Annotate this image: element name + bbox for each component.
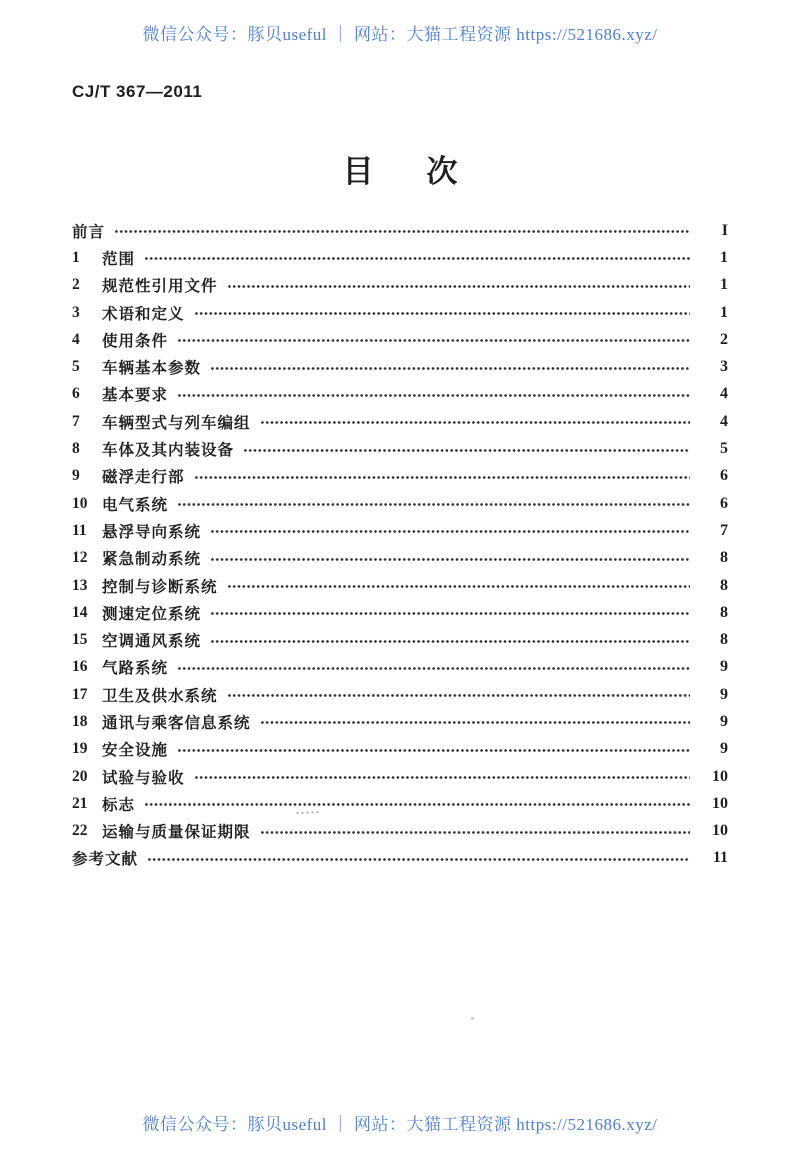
dot-leader <box>260 715 690 730</box>
page-title: 目次 <box>342 154 511 189</box>
toc-entry <box>72 626 728 653</box>
toc-entry <box>72 654 728 681</box>
toc-entry-number: 21 <box>72 794 88 812</box>
toc-entry-page: 8 <box>720 576 728 594</box>
toc-entry <box>72 545 728 572</box>
toc-entry-number: 9 <box>72 467 80 485</box>
toc-entry <box>72 708 728 735</box>
toc-entry-page: 8 <box>720 603 728 621</box>
dot-leader <box>177 333 690 348</box>
toc-entry-page: 1 <box>720 303 728 321</box>
dot-leader <box>210 634 690 649</box>
toc-entry-label: 控制与诊断系统 <box>102 578 218 596</box>
toc-entry-page: 4 <box>720 412 728 430</box>
toc-entry <box>72 272 728 299</box>
toc-entry-number: 1 <box>72 248 80 266</box>
toc-entry-page: 10 <box>712 822 728 840</box>
toc-entry <box>72 736 728 763</box>
toc-entry <box>72 599 728 626</box>
toc-entry-page: 9 <box>720 740 728 758</box>
toc-entry-page: 3 <box>720 358 728 376</box>
toc-entry-page: 8 <box>720 549 728 567</box>
dot-leader <box>194 470 690 485</box>
toc-entry <box>72 818 728 845</box>
dot-leader <box>210 606 690 621</box>
dot-leader <box>177 743 690 758</box>
dot-leader <box>194 770 690 785</box>
toc-entry <box>72 763 728 790</box>
toc-entry-number: 7 <box>72 412 80 430</box>
toc-entry-page: 2 <box>720 330 728 348</box>
toc-entry-page: 6 <box>720 467 728 485</box>
toc-entry-label: 磁浮走行部 <box>102 469 185 487</box>
toc-entry <box>72 353 728 380</box>
toc-entry-number: 4 <box>72 330 80 348</box>
toc-entry-number: 3 <box>72 303 80 321</box>
toc-entry-number: 11 <box>72 521 87 539</box>
dot-leader <box>177 661 690 676</box>
toc-entry <box>72 244 728 271</box>
toc-list <box>72 217 728 872</box>
toc-entry-label: 悬浮导向系统 <box>102 523 202 541</box>
toc-entry-label: 空调通风系统 <box>102 633 202 651</box>
toc-entry <box>72 435 728 462</box>
watermark-bottom: 微信公众号：豚贝useful ｜ 网站：大猫工程资源 https://521686.xyz/ <box>142 1115 658 1134</box>
dot-leader <box>210 524 690 539</box>
toc-entry-page: 1 <box>720 248 728 266</box>
toc-entry <box>72 490 728 517</box>
toc-entry-label: 安全设施 <box>102 742 169 760</box>
toc-entry-page: 9 <box>720 685 728 703</box>
watermark-top: 微信公众号：豚贝useful ｜ 网站：大猫工程资源 https://521686.xyz/ <box>142 25 658 44</box>
toc-entry <box>72 217 728 244</box>
toc-entry-page: 8 <box>720 631 728 649</box>
toc-entry <box>72 381 728 408</box>
dot-leader <box>243 443 690 458</box>
dot-leader <box>147 852 690 867</box>
dot-leader <box>260 415 690 430</box>
toc-entry-number: 16 <box>72 658 88 676</box>
toc-entry-label: 运输与质量保证期限 <box>102 824 251 842</box>
dot-leader <box>227 279 690 294</box>
toc-entry-page: 10 <box>712 794 728 812</box>
toc-entry-number: 10 <box>72 494 88 512</box>
toc-entry-number: 6 <box>72 385 80 403</box>
toc-entry-page: 5 <box>720 440 728 458</box>
toc-entry-label: 使用条件 <box>102 332 169 350</box>
toc-entry <box>72 299 728 326</box>
toc-entry-page: 6 <box>720 494 728 512</box>
toc-entry-number: 5 <box>72 358 80 376</box>
toc-entry-number: 22 <box>72 822 88 840</box>
toc-entry-label: 气路系统 <box>102 660 169 678</box>
dot-leader <box>177 497 690 512</box>
toc-entry-number: 2 <box>72 276 80 294</box>
toc-entry-label: 卫生及供水系统 <box>102 687 218 705</box>
dot-leader <box>210 361 690 376</box>
toc-entry-page: 11 <box>712 849 728 867</box>
toc-entry <box>72 408 728 435</box>
toc-entry-number: 13 <box>72 576 88 594</box>
toc-entry-label: 规范性引用文件 <box>102 278 218 296</box>
toc-entry-page: 10 <box>712 767 728 785</box>
toc-entry <box>72 845 728 872</box>
toc-entry <box>72 681 728 708</box>
toc-entry-label: 参考文献 <box>72 851 139 869</box>
toc-entry-page: 9 <box>720 712 728 730</box>
toc-entry-label: 术语和定义 <box>102 305 185 323</box>
toc-entry-number: 19 <box>72 740 88 758</box>
toc-entry-page: 1 <box>720 276 728 294</box>
toc-entry <box>72 790 728 817</box>
toc-entry <box>72 326 728 353</box>
toc-entry-page: 4 <box>720 385 728 403</box>
toc-entry <box>72 572 728 599</box>
dot-leader <box>210 552 690 567</box>
dot-leader <box>227 579 690 594</box>
dot-leader <box>227 688 690 703</box>
toc-entry-label: 车体及其内装设备 <box>102 442 235 460</box>
toc-entry-label: 电气系统 <box>102 496 169 514</box>
toc-entry-number: 18 <box>72 712 88 730</box>
toc-entry-number: 15 <box>72 631 88 649</box>
toc-entry-number: 14 <box>72 603 88 621</box>
dot-leader <box>114 224 690 239</box>
toc-entry-number: 20 <box>72 767 88 785</box>
toc-entry-number: 17 <box>72 685 88 703</box>
toc-entry-page: I <box>721 221 728 239</box>
dot-leader <box>177 388 690 403</box>
toc-entry-label: 紧急制动系统 <box>102 551 202 569</box>
toc-entry-label: 标志 <box>102 796 136 814</box>
toc-entry-page: 7 <box>720 521 728 539</box>
toc-entry <box>72 517 728 544</box>
toc-entry-label: 测速定位系统 <box>102 605 202 623</box>
dot-leader <box>144 251 690 266</box>
scan-speck-artifact <box>471 1017 474 1020</box>
toc-entry-label: 前言 <box>72 223 106 241</box>
toc-entry-label: 试验与验收 <box>102 769 185 787</box>
toc-entry <box>72 463 728 490</box>
toc-entry-number: 8 <box>72 440 80 458</box>
doc-number: CJ/T 367—2011 <box>72 82 203 101</box>
dot-leader <box>194 306 690 321</box>
dot-leader <box>260 825 690 840</box>
toc-entry-label: 车辆基本参数 <box>102 360 202 378</box>
toc-entry-label: 基本要求 <box>102 387 169 405</box>
toc-entry-label: 通讯与乘客信息系统 <box>102 714 251 732</box>
toc-entry-label: 范围 <box>102 250 136 268</box>
toc-entry-number: 12 <box>72 549 88 567</box>
toc-entry-page: 9 <box>720 658 728 676</box>
toc-entry-label: 车辆型式与列车编组 <box>102 414 251 432</box>
dot-leader <box>144 797 690 812</box>
